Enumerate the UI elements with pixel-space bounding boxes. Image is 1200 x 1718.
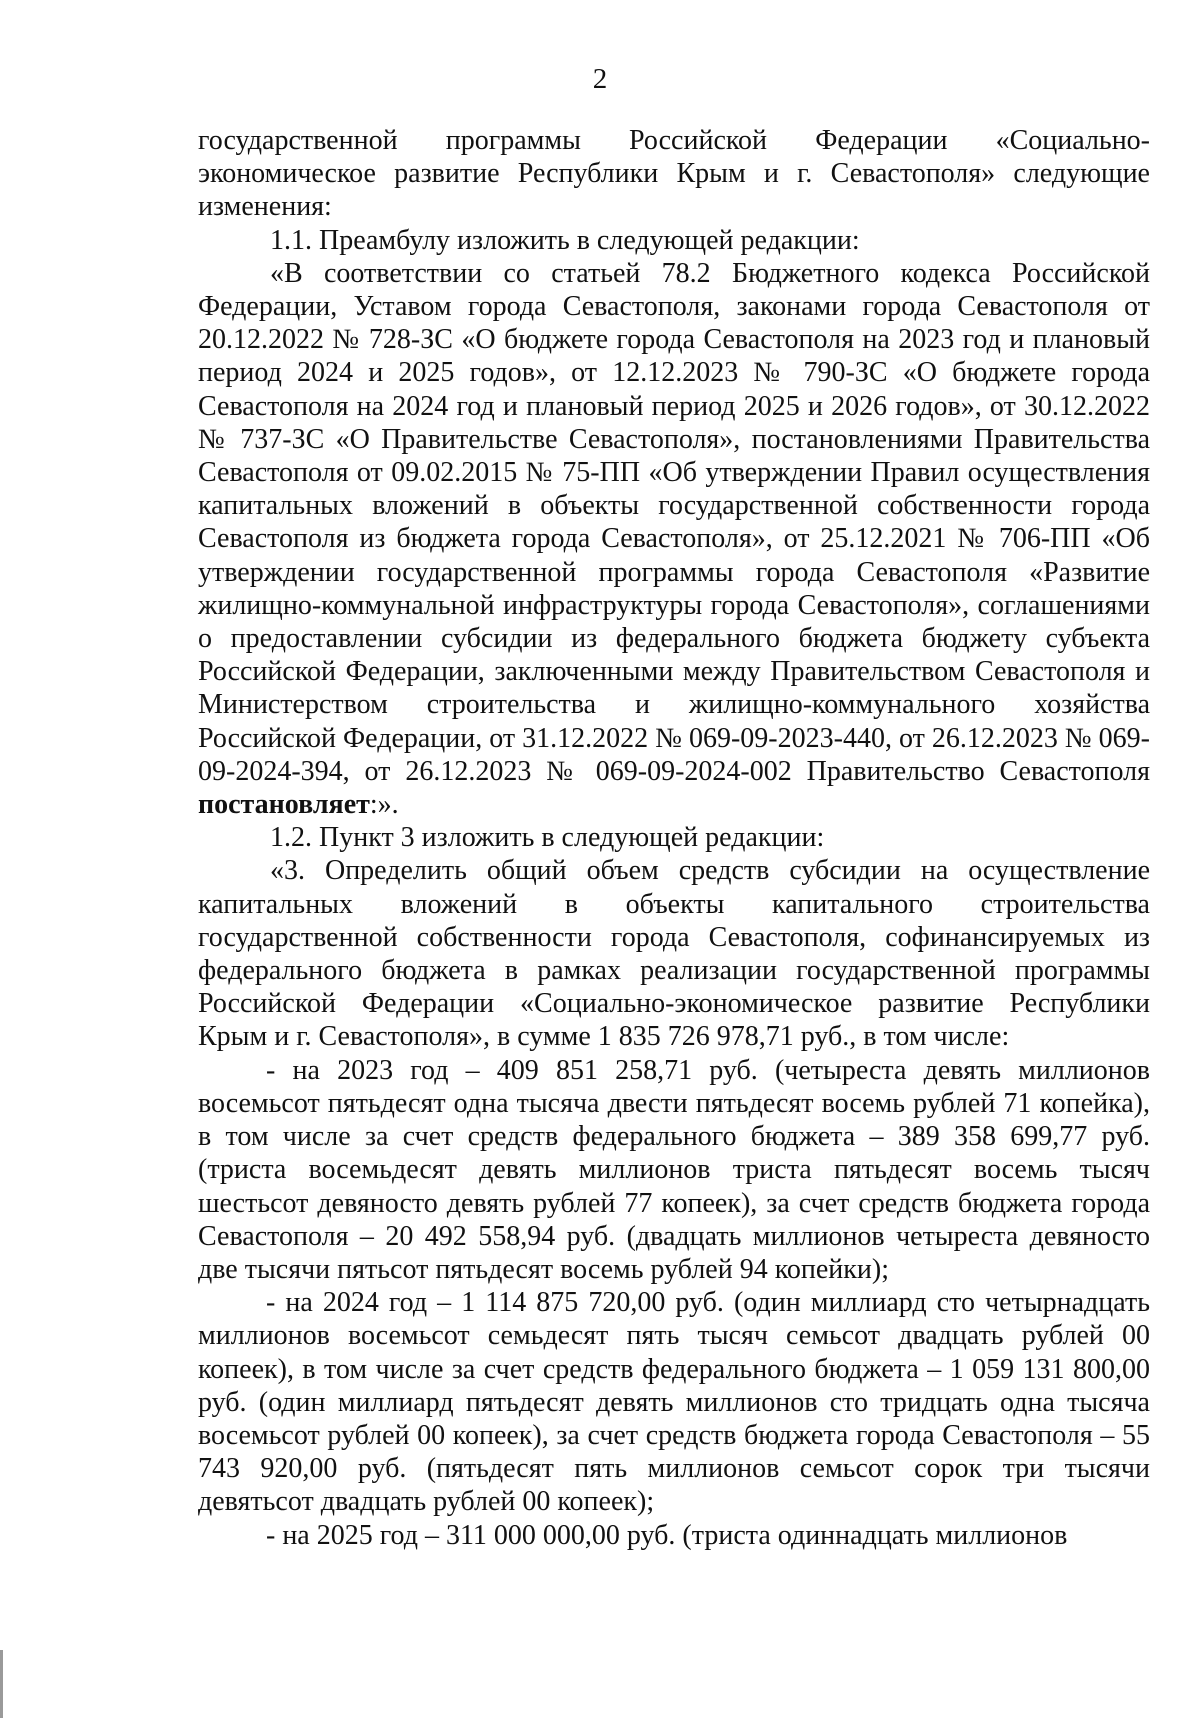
paragraph-point-3: «3. Определить общий объем средств субсидии на осуществление капитальных вложений в объекты капитального строительства государственной собственности города Севастополя, софинансируемых из федерального бюджета в рамках реализации государственной программы Российской Федерации «Социально-экономическое развитие Республики Крым и г. Севастополя», в сумме 1 835 726 978,71 руб., в том числе: <box>198 855 1150 1053</box>
preamble-text: «В соответствии со статьей 78.2 Бюджетного кодекса Российской Федерации, Уставом города Севастополя, законами города Севастополя от 20.12.2022 № 728-ЗС «О бюджете города Севастополя на 2023 год и плановый период 2024 и 2025 годов», от 12.12.2023 № 790-ЗС «О бюджете города Севастополя на 2024 год и плановый период 2025 и 2026 годов», от 30.12.2022 № 737-ЗС «О Правительстве Севастополя», постановлениями Правительства Севастополя от 09.02.2015 № 75-ПП «Об утверждении Правил осуществления капитальных вложений в объекты государственной собственности города Севастополя из бюджета города Севастополя», от 25.12.2021 № 706-ПП «Об утверждении государственной программы города Севастополя «Развитие жилищно-коммунальной инфраструктуры города Севастополя», соглашениями о предоставлении субсидии из федерального бюджета бюджету субъекта Российской Федерации, заключенными между Правительством Севастополя и Министерством строительства и жилищно-коммунального хозяйства Российской Федерации, от 31.12.2022 № 069-09-2023-440, от 26.12.2023 № 069-09-2024-394, от 26.12.2023 № 069-09-2024-002 Правительство Севастополя <box>198 257 1150 787</box>
paragraph-year-2023: - на 2023 год – 409 851 258,71 руб. (четыреста девять миллионов восемьсот пятьдесят одна тысяча двести пятьдесят восемь рублей 71 копейка), в том числе за счет средств федерального бюджета – 389 358 699,77 руб. (триста восемьдесят девять миллионов триста пятьдесят восемь тысяч шестьсот девяносто девять рублей 77 копеек), за счет средств бюджета города Севастополя – 20 492 558,94 руб. (двадцать миллионов четыреста девяносто две тысячи пятьсот пятьдесят восемь рублей 94 копейки); <box>198 1054 1150 1285</box>
paragraph-item-1-2: 1.2. Пункт 3 изложить в следующей редакции: <box>270 822 825 854</box>
document-body <box>198 124 1150 1552</box>
paragraph-item-1-1: 1.1. Преамбулу изложить в следующей редакции: <box>270 224 860 256</box>
page-number: 2 <box>592 63 608 95</box>
paragraph-year-2024: - на 2024 год – 1 114 875 720,00 руб. (один миллиард сто четырнадцать миллионов восемьсот семьдесят пять тысяч семьсот двадцать рублей 00 копеек), в том числе за счет средств федерального бюджета – 1 059 131 800,00 руб. (один миллиард пятьдесят девять миллионов сто тридцать одна тысяча восемьсот рублей 00 копеек), за счет средств бюджета города Севастополя – 55 743 920,00 руб. (пятьдесят пять миллионов семьсот сорок три тысячи девятьсот двадцать рублей 00 копеек); <box>198 1287 1150 1518</box>
preamble-end: :». <box>369 789 399 821</box>
paragraph-year-2025: - на 2025 год – 311 000 000,00 руб. (триста одиннадцать миллионов <box>266 1519 1068 1551</box>
scan-edge-mark <box>0 1650 3 1718</box>
preamble-bold-verb: постановляет <box>198 789 370 821</box>
paragraph-program-changes: государственной программы Российской Федерации «Социально-экономическое развитие Республики Крым и г. Севастополя» следующие изменения: <box>198 125 1150 223</box>
paragraph-preamble <box>198 257 1150 821</box>
